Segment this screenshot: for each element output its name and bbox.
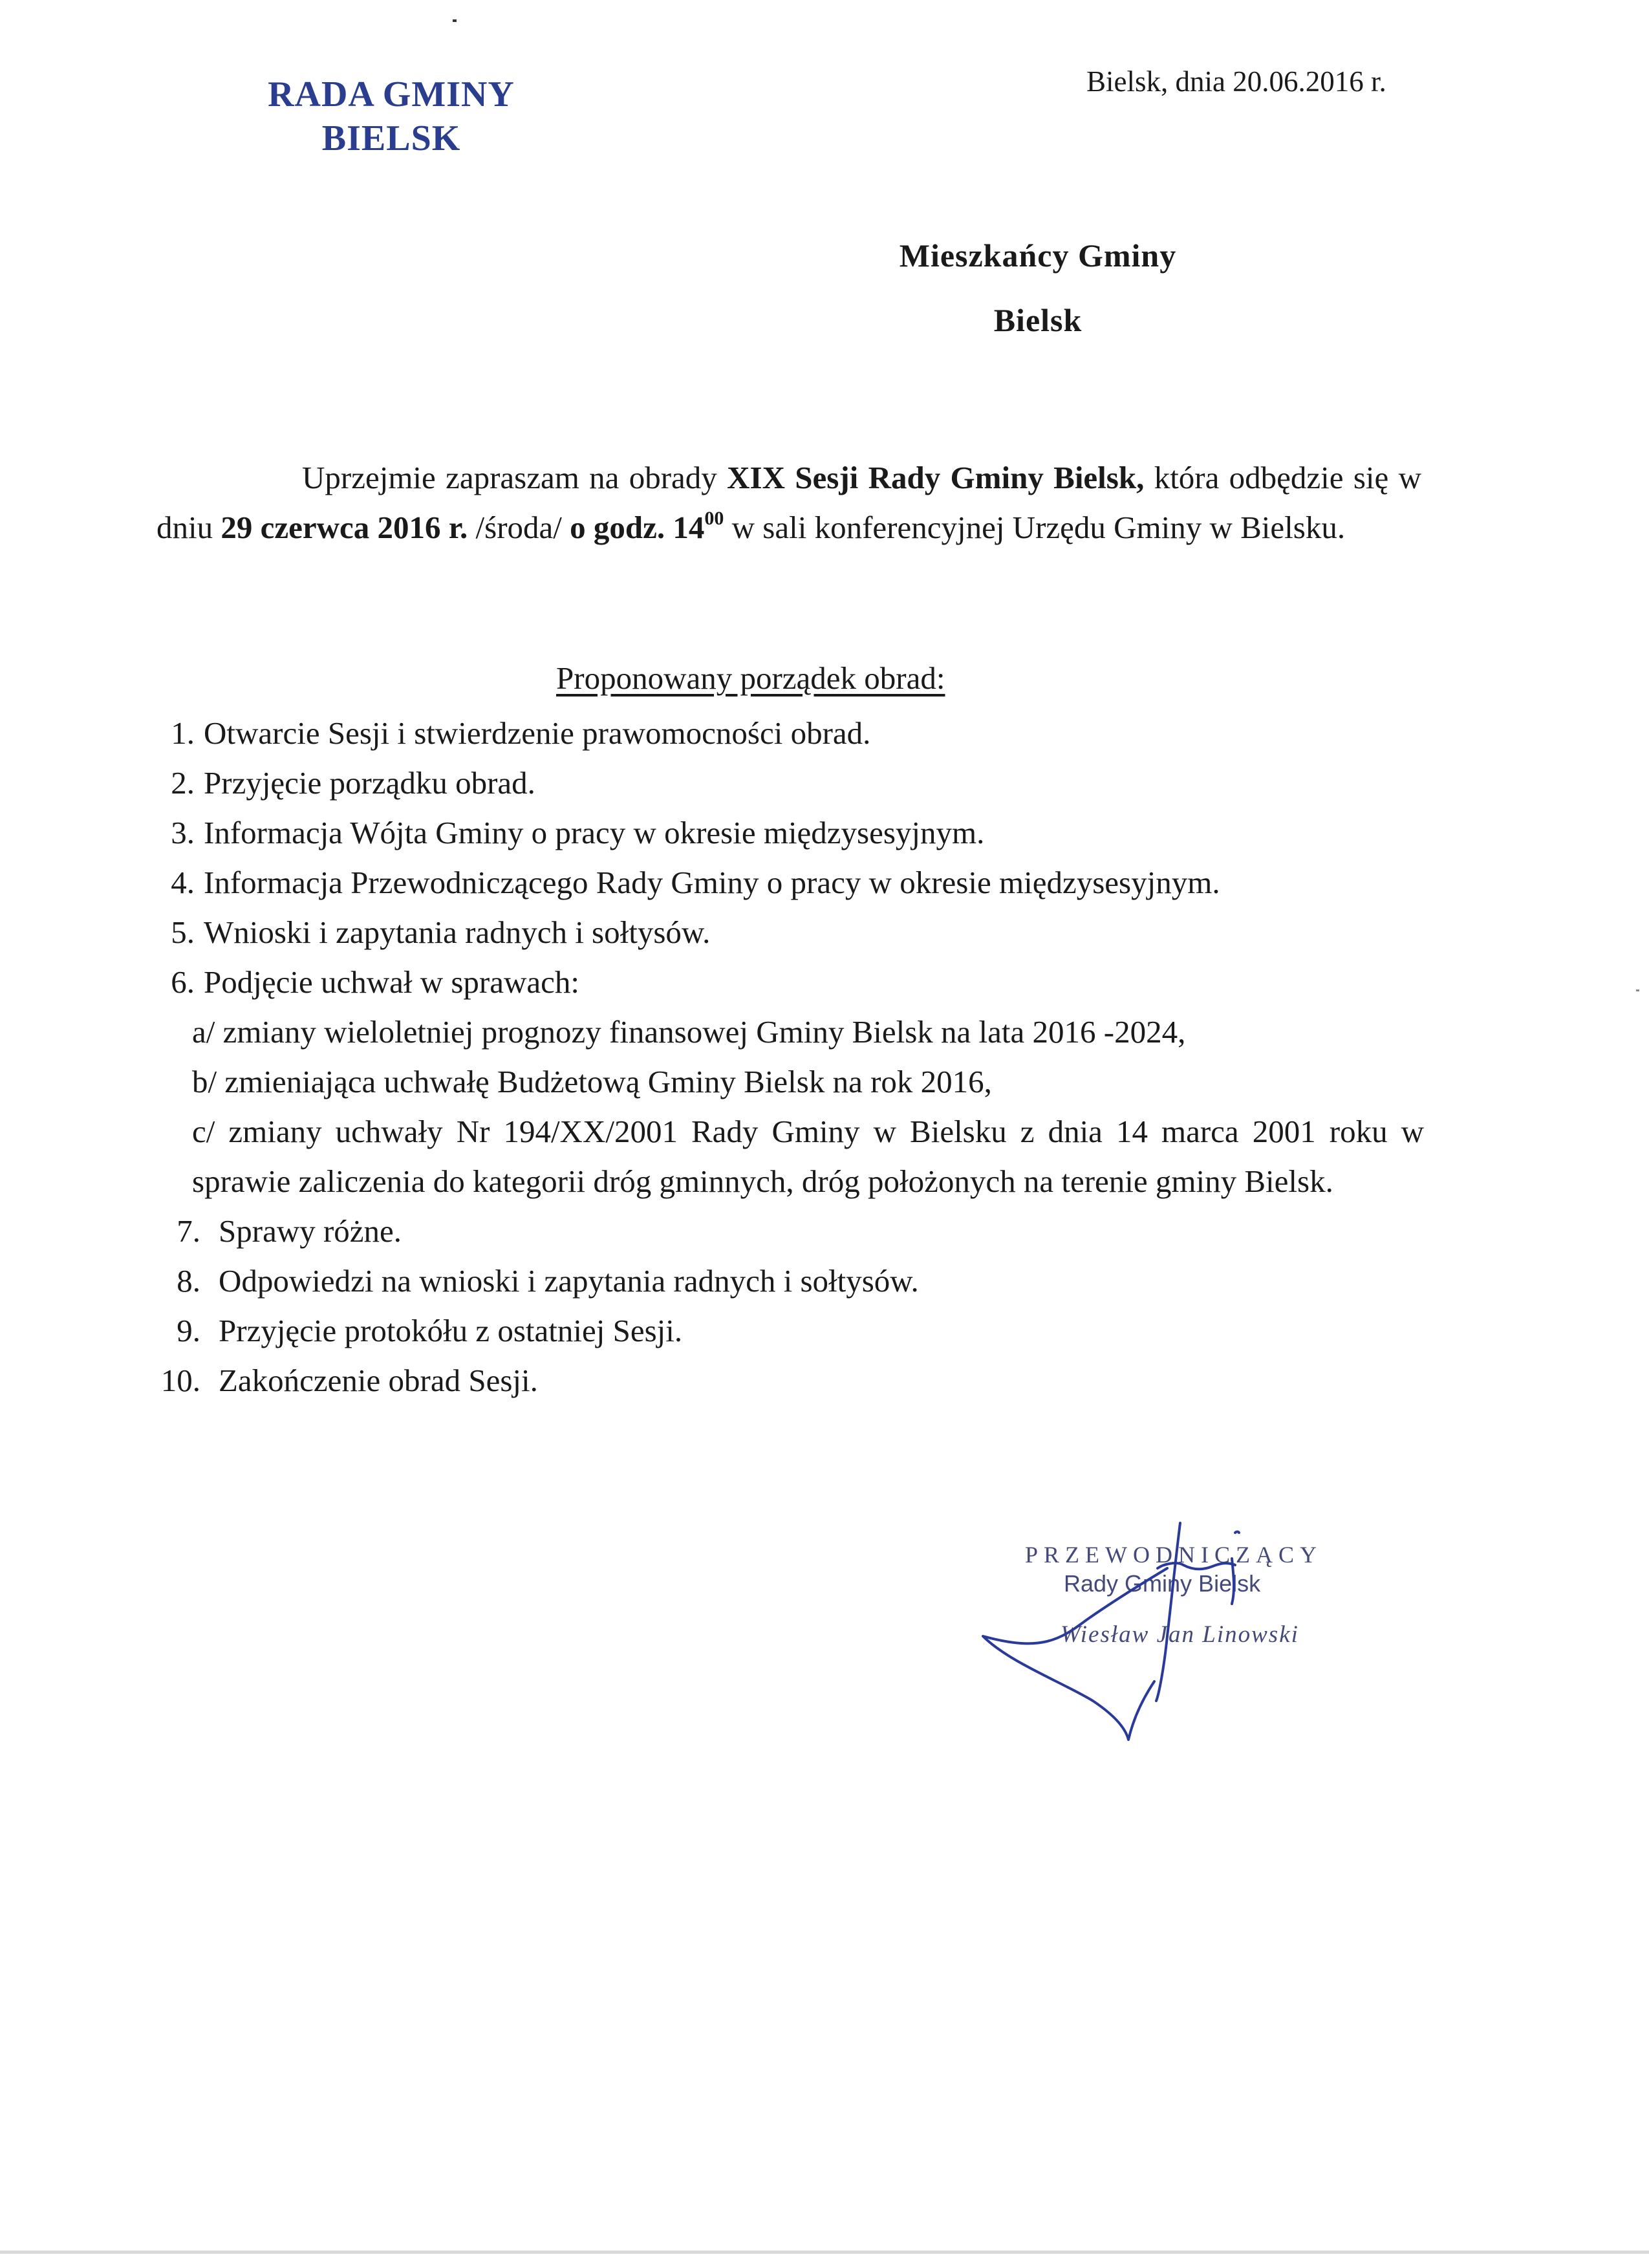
session-time-hour: o godz. 14 — [570, 510, 705, 545]
agenda-item-text: Przyjęcie porządku obrad. — [204, 765, 535, 801]
agenda-item — [146, 957, 1426, 1007]
agenda-item-number: 5. — [171, 914, 195, 950]
signature-stroke-3 — [1158, 1563, 1235, 1569]
agenda-item-text: Informacja Przewodniczącego Rady Gminy o pracy w okresie międzysesyjnym. — [204, 865, 1220, 900]
agenda-item-number: 9. — [177, 1313, 200, 1348]
agenda-item-number: 8. — [177, 1263, 200, 1299]
sender-organization — [249, 72, 534, 160]
signature-stroke-2 — [983, 1568, 1167, 1740]
agenda-item-number: 1. — [171, 715, 195, 751]
agenda-item — [146, 858, 1426, 907]
stamp-subtitle: Rady Gminy Bielsk — [1064, 1570, 1261, 1597]
agenda-item — [146, 758, 1426, 808]
agenda-item-text: Przyjęcie protokółu z ostatniej Sesji. — [219, 1313, 683, 1348]
agenda-item — [146, 708, 1426, 758]
place-and-date: Bielsk, dnia 20.06.2016 r. — [1086, 65, 1386, 98]
agenda-item-number: 10. — [160, 1363, 200, 1398]
session-date: 29 czerwca 2016 r. — [221, 510, 468, 545]
agenda-item — [146, 1256, 1426, 1306]
agenda-item-number: 4. — [171, 865, 195, 900]
agenda-item-number: 2. — [171, 765, 195, 801]
sender-line-1: RADA GMINY — [268, 74, 515, 114]
session-time — [570, 507, 724, 545]
agenda-subitem: b/ zmieniająca uchwałę Budżetową Gminy Bielsk na rok 2016, — [192, 1064, 992, 1099]
agenda-item — [146, 907, 1426, 957]
agenda-heading: Proponowany porządek obrad: — [556, 660, 945, 696]
agenda-subitem: c/ zmiany uchwały Nr 194/XX/2001 Rady Gminy w Bielsku z dnia 14 marca 2001 roku w sprawie zaliczenia do kategorii dróg gminnych, dróg położonych na terenie gminy Bielsk. — [192, 1114, 1424, 1199]
signature-stroke-4 — [1235, 1532, 1239, 1533]
session-time-minutes: 00 — [704, 507, 724, 529]
scan-speck — [1636, 989, 1639, 991]
invitation-paragraph — [156, 453, 1421, 552]
signature-stroke-1 — [1156, 1523, 1180, 1701]
agenda-subitem: a/ zmiany wieloletniej prognozy finansowej Gminy Bielsk na lata 2016 -2024, — [192, 1014, 1186, 1050]
agenda-item-text: Wnioski i zapytania radnych i sołtysów. — [204, 914, 711, 950]
recipient-line-2: Bielsk — [993, 302, 1083, 338]
agenda-item — [146, 1206, 1426, 1256]
agenda-item-text: Podjęcie uchwał w sprawach: — [204, 964, 579, 1000]
agenda-list — [146, 708, 1426, 1405]
scan-speck — [453, 19, 457, 22]
agenda-item — [146, 1355, 1426, 1405]
handwritten-signature — [970, 1507, 1332, 1746]
stamp-title: PRZEWODNICZĄCY — [1025, 1542, 1322, 1568]
signature-stroke-5 — [1232, 1559, 1234, 1604]
agenda-item-number: 3. — [171, 815, 195, 850]
agenda-item-text: Sprawy różne. — [219, 1213, 402, 1249]
invitation-text-1: Uprzejmie zapraszam na obrady — [302, 460, 727, 495]
invitation-text-2: która odbędzie się w dniu — [156, 460, 1421, 545]
agenda-item-text: Odpowiedzi na wnioski i zapytania radnych i sołtysów. — [219, 1263, 919, 1299]
session-name: XIX Sesji Rady Gminy Bielsk, — [727, 460, 1145, 495]
agenda-item-number: 7. — [177, 1213, 200, 1249]
session-weekday: /środa/ — [468, 510, 570, 545]
invitation-text-3: w sali konferencyjnej Urzędu Gminy w Bielsku. — [724, 510, 1346, 545]
recipient-line-1: Mieszkańcy Gminy — [899, 237, 1177, 274]
agenda-item-number: 6. — [171, 964, 195, 1000]
agenda-item — [146, 1306, 1426, 1355]
stamp-name: Wiesław Jan Linowski — [1061, 1621, 1299, 1648]
agenda-item-text: Zakończenie obrad Sesji. — [219, 1363, 538, 1398]
scan-bottom-edge — [0, 2251, 1649, 2254]
agenda-item-text: Otwarcie Sesji i stwierdzenie prawomocności obrad. — [204, 715, 871, 751]
agenda-item — [146, 808, 1426, 858]
recipient-block — [828, 223, 1248, 352]
agenda-item-text: Informacja Wójta Gminy o pracy w okresie międzysesyjnym. — [204, 815, 985, 850]
sender-line-2: BIELSK — [321, 118, 461, 158]
